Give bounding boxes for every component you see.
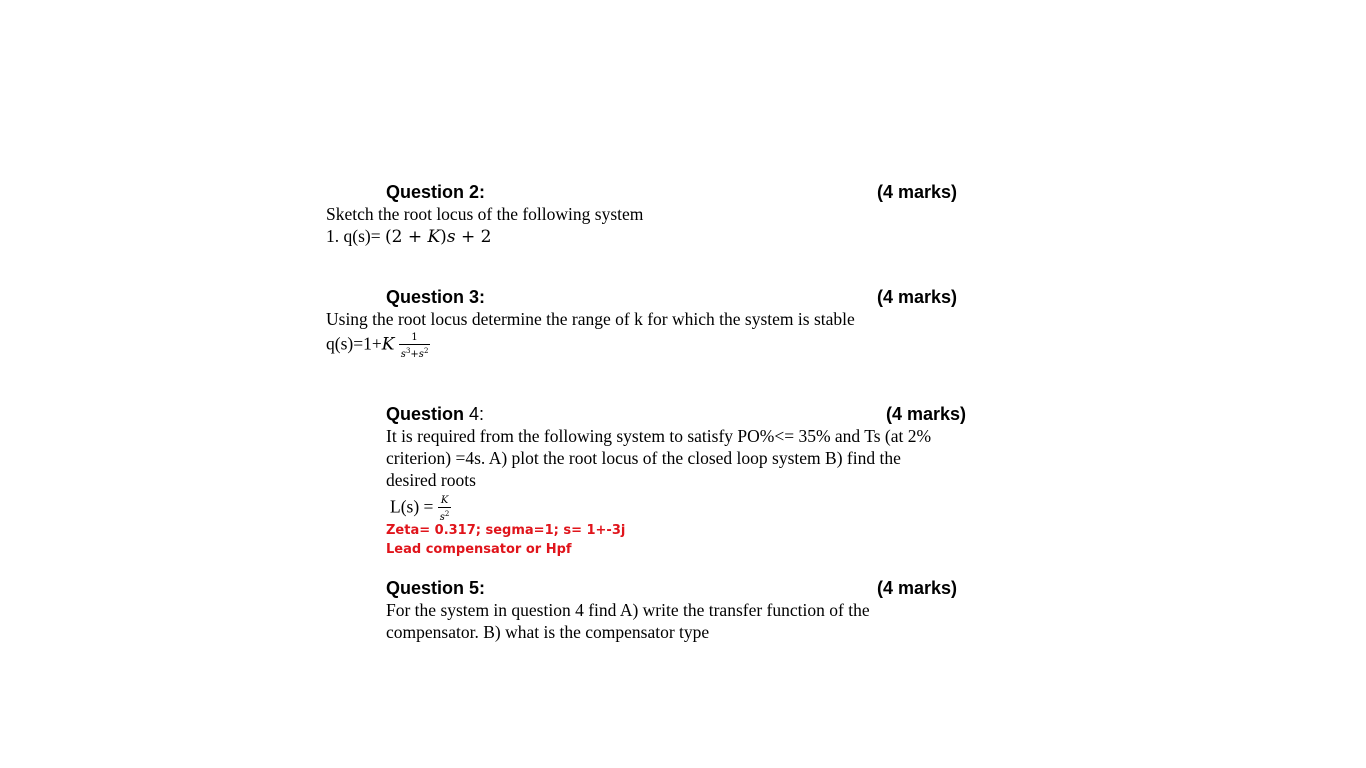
- q2-eq-prefix: 1. q(s)=: [326, 226, 385, 246]
- q2-marks: (4 marks): [877, 182, 958, 202]
- q3-den-plus: +: [410, 349, 419, 360]
- q5-title: Question 5:: [386, 578, 486, 598]
- q4-title-word: Question: [386, 404, 465, 424]
- q5-line2: compensator. B) what is the compensator type: [386, 622, 710, 642]
- q2-eq-tail: + 2: [455, 227, 492, 247]
- q3-title: Question 3:: [386, 287, 486, 307]
- q3-den-s2: s: [418, 349, 424, 360]
- q4-eq-prefix: L(s) =: [390, 496, 438, 517]
- q2-title: Question 2:: [386, 182, 486, 202]
- q3-den-exp1: 3: [405, 347, 411, 355]
- q4-line1: It is required from the following system to satisfy PO%<= 35% and Ts (at 2%: [386, 426, 932, 446]
- q2-equation: [326, 225, 491, 248]
- q5-line1: For the system in question 4 find A) write the transfer function of the: [386, 600, 870, 620]
- q3-eq-k: K: [381, 334, 395, 355]
- q3-den-exp2: 2: [423, 347, 429, 355]
- q2-eq-k: K: [427, 227, 441, 247]
- q2-text: Sketch the root locus of the following system: [326, 204, 644, 224]
- q4-den-exp: 2: [444, 510, 450, 518]
- q5-marks: (4 marks): [877, 578, 958, 598]
- q3-frac-num: 1: [411, 332, 418, 343]
- q3-text: Using the root locus determine the range of k for which the system is stable: [326, 309, 855, 329]
- q3-equation: [326, 331, 430, 360]
- q4-line2: criterion) =4s. A) plot the root locus of the closed loop system B) find the: [386, 448, 901, 468]
- q4-frac-num: [438, 495, 452, 507]
- q3-marks: (4 marks): [877, 287, 958, 307]
- q4-den-s: s: [439, 512, 445, 523]
- q4-answer-note-2: Lead compensator or Hpf: [386, 542, 572, 557]
- q4-title: [386, 404, 484, 424]
- q4-frac-k: K: [440, 495, 449, 506]
- q3-fraction: [399, 332, 431, 361]
- q4-title-num: 4:: [464, 404, 485, 424]
- q4-answer-note-1: Zeta= 0.317; segma=1; s= 1+-3j: [386, 523, 626, 538]
- q3-den-s1: s: [400, 349, 406, 360]
- q2-eq-s: s: [446, 227, 456, 247]
- q3-frac-den: [399, 344, 431, 361]
- q4-marks: (4 marks): [886, 404, 967, 424]
- q2-eq-math: [385, 227, 491, 247]
- q4-equation: [390, 494, 451, 523]
- q2-eq-close: ): [440, 227, 447, 247]
- q3-eq-prefix: q(s)=1+: [326, 333, 382, 354]
- q4-line3: desired roots: [386, 470, 476, 490]
- q4-fraction: [438, 495, 452, 524]
- q2-eq-open: (2 +: [384, 227, 428, 247]
